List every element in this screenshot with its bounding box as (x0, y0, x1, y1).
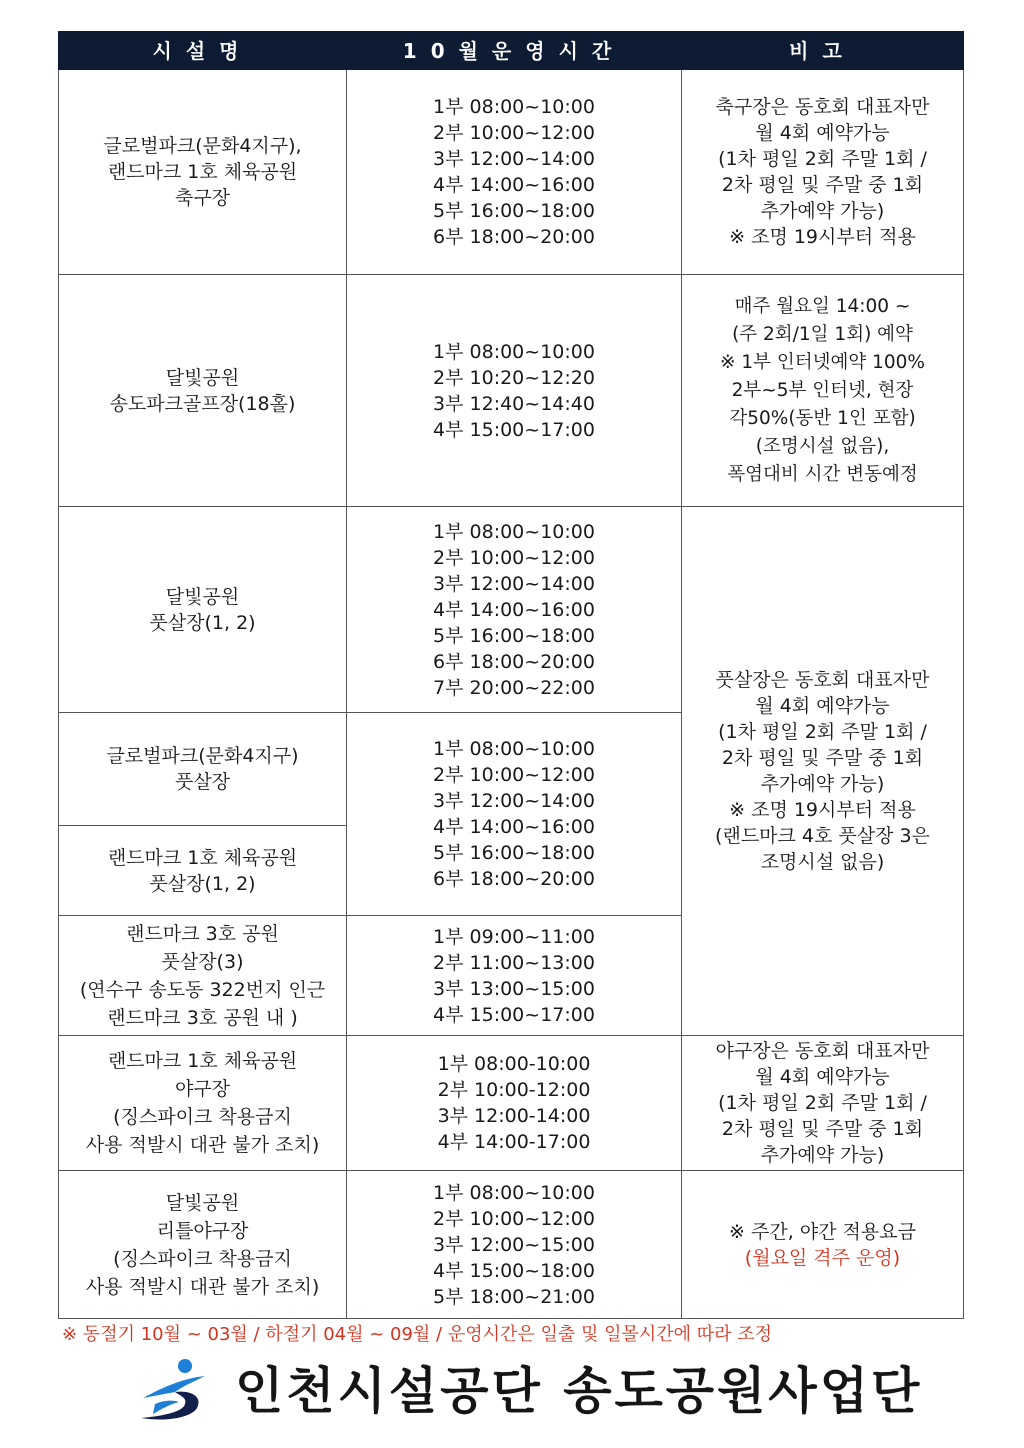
time-slot: 3부 12:00~15:00 (433, 1233, 595, 1256)
note-line: 추가예약 가능) (760, 773, 885, 795)
facility-line: 달빛공원 (165, 1191, 240, 1214)
running-person-logo-icon (135, 1356, 235, 1426)
hours-cell (347, 1036, 682, 1171)
facility-cell (59, 1036, 347, 1171)
note-line: ※ 주간, 야간 적용요금 (729, 1220, 916, 1243)
hours-cell (347, 70, 682, 275)
time-slot: 4부 15:00~17:00 (433, 1003, 595, 1026)
time-slot: 5부 18:00~21:00 (433, 1285, 595, 1308)
time-slot: 3부 12:00-14:00 (437, 1105, 591, 1127)
time-slot: 2부 11:00~13:00 (433, 951, 595, 974)
note-line: (1차 평일 2회 주말 1회 / (718, 721, 927, 743)
facility-line: 풋살장(1, 2) (149, 611, 256, 634)
time-slot: 2부 10:20~12:20 (433, 366, 595, 389)
note-line: ※ 1부 인터넷예약 100% (719, 351, 926, 373)
time-slot: 2부 10:00-12:00 (437, 1079, 591, 1101)
time-slot: 2부 10:00~12:00 (433, 546, 595, 569)
facility-line: 야구장 (174, 1078, 231, 1100)
time-slot: 3부 12:00~14:00 (433, 148, 595, 170)
facility-line: 랜드마크 1호 체육공원 (107, 1050, 298, 1072)
facility-line: 사용 적발시 대관 불가 조치) (85, 1134, 320, 1156)
note-line: ※ 조명 19시부터 적용 (729, 799, 916, 821)
remarks-cell (682, 1171, 964, 1319)
time-slot: 2부 10:00~12:00 (433, 764, 595, 786)
organization-name: 인천시설공단 송도공원사업단 (235, 1362, 923, 1420)
facility-line: 글로벌파크(문화4지구), (103, 135, 302, 157)
time-slot: 2부 10:00~12:00 (433, 122, 595, 144)
organization-logo (135, 1356, 923, 1426)
hours-cell (347, 713, 682, 916)
facility-cell (59, 70, 347, 275)
facility-line: 풋살장(3) (161, 950, 244, 973)
time-slot: 1부 08:00~10:00 (433, 738, 595, 760)
time-slot: 6부 18:00~20:00 (433, 226, 595, 248)
note-line: (주 2회/1일 1회) 예약 (732, 323, 913, 345)
time-slot: 4부 14:00-17:00 (437, 1131, 591, 1153)
time-slot: 4부 15:00~17:00 (433, 418, 595, 441)
time-slot: 3부 12:00~14:00 (433, 790, 595, 812)
facility-cell (59, 275, 347, 507)
time-slot: 1부 08:00~10:00 (433, 1181, 595, 1204)
time-slot: 4부 14:00~16:00 (433, 598, 595, 621)
time-slot: 3부 12:00~14:00 (433, 572, 595, 595)
header-hours: 10월운영시간 (347, 32, 682, 70)
note-line: ※ 조명 19시부터 적용 (729, 226, 916, 248)
hours-cell (347, 507, 682, 713)
remarks-cell-futsal (682, 507, 964, 1036)
operating-hours-table (58, 31, 964, 1319)
time-slot: 1부 08:00-10:00 (437, 1053, 591, 1075)
note-line: 매주 월요일 14:00 ~ (734, 295, 911, 317)
time-slot: 1부 08:00~10:00 (433, 96, 595, 118)
facility-line: 랜드마크 1호 체육공원 (107, 846, 298, 869)
facility-cell (59, 1171, 347, 1319)
time-slot: 6부 18:00~20:00 (433, 868, 595, 890)
note-line-red: (월요일 격주 운영) (744, 1246, 901, 1269)
time-slot: 2부 10:00~12:00 (433, 1207, 595, 1230)
time-slot: 5부 16:00~18:00 (433, 624, 595, 647)
table-row (59, 275, 964, 507)
facility-line: 랜드마크 3호 공원 (126, 922, 279, 945)
note-line: 추가예약 가능) (760, 1144, 885, 1166)
facility-line: 달빛공원 (165, 585, 240, 608)
note-line: 2차 평일 및 주말 중 1회 (721, 1118, 924, 1140)
note-line: (1차 평일 2회 주말 1회 / (718, 1092, 927, 1114)
time-slot: 1부 09:00~11:00 (433, 925, 595, 948)
time-slot: 5부 16:00~18:00 (433, 200, 595, 222)
note-line: 폭염대비 시간 변동예정 (727, 463, 918, 485)
facility-line: (징스파이크 착용금지 (113, 1106, 292, 1128)
header-remarks: 비고 (682, 32, 964, 70)
facility-cell (59, 507, 347, 713)
facility-line: 축구장 (174, 187, 231, 209)
time-slot: 5부 16:00~18:00 (433, 842, 595, 864)
note-line: (랜드마크 4호 풋살장 3은 (715, 825, 930, 847)
remarks-cell (682, 70, 964, 275)
facility-line: 글로벌파크(문화4지구) (106, 745, 299, 767)
table-header-row (59, 32, 964, 70)
note-line: 2부~5부 인터넷, 현장 (731, 379, 914, 401)
note-line: 축구장은 동호회 대표자만 (715, 96, 930, 118)
note-line: (1차 평일 2회 주말 1회 / (718, 148, 927, 170)
time-slot: 1부 08:00~10:00 (433, 340, 595, 363)
hours-cell (347, 275, 682, 507)
note-line: 추가예약 가능) (760, 200, 885, 222)
note-line: 월 4회 예약가능 (755, 122, 890, 144)
note-line: 야구장은 동호회 대표자만 (715, 1040, 930, 1062)
season-footnote: ※ 동절기 10월 ~ 03월 / 하절기 04월 ~ 09월 / 운영시간은 일출 및 일몰시간에 따라 조정 (62, 1324, 773, 1345)
note-line: (조명시설 없음), (755, 435, 890, 457)
remarks-cell (682, 1036, 964, 1171)
time-slot: 3부 13:00~15:00 (433, 977, 595, 1000)
facility-cell (59, 826, 347, 916)
facility-line: 풋살장(1, 2) (149, 872, 256, 895)
facility-line: 사용 적발시 대관 불가 조치) (85, 1275, 320, 1298)
time-slot: 4부 15:00~18:00 (433, 1259, 595, 1282)
note-line: 월 4회 예약가능 (755, 1066, 890, 1088)
hours-cell (347, 1171, 682, 1319)
table-row (59, 70, 964, 275)
note-line: 풋살장은 동호회 대표자만 (715, 669, 930, 691)
hours-cell (347, 916, 682, 1036)
time-slot: 6부 18:00~20:00 (433, 650, 595, 673)
table-row (59, 507, 964, 713)
facility-line: 랜드마크 1호 체육공원 (107, 161, 298, 183)
facility-line: (징스파이크 착용금지 (113, 1247, 292, 1270)
header-facility: 시설명 (59, 32, 347, 70)
facility-line: (연수구 송도동 322번지 인근 (79, 978, 326, 1001)
facility-line: 리틀야구장 (156, 1219, 249, 1242)
remarks-cell (682, 275, 964, 507)
note-line: 조명시설 없음) (760, 851, 885, 873)
facility-cell (59, 713, 347, 826)
facility-cell (59, 916, 347, 1036)
facility-line: 송도파크골프장(18홀) (109, 392, 296, 415)
facility-line: 달빛공원 (165, 366, 240, 389)
time-slot: 1부 08:00~10:00 (433, 520, 595, 543)
note-line: 각50%(동반 1인 포함) (729, 407, 916, 429)
time-slot: 4부 14:00~16:00 (433, 816, 595, 838)
time-slot: 3부 12:40~14:40 (433, 392, 595, 415)
table-row (59, 1036, 964, 1171)
time-slot: 4부 14:00~16:00 (433, 174, 595, 196)
note-line: 2차 평일 및 주말 중 1회 (721, 174, 924, 196)
facility-line: 풋살장 (174, 771, 231, 793)
table-row (59, 1171, 964, 1319)
note-line: 월 4회 예약가능 (755, 695, 890, 717)
time-slot: 7부 20:00~22:00 (433, 676, 595, 699)
facility-line: 랜드마크 3호 공원 내 ) (107, 1006, 298, 1029)
note-line: 2차 평일 및 주말 중 1회 (721, 747, 924, 769)
